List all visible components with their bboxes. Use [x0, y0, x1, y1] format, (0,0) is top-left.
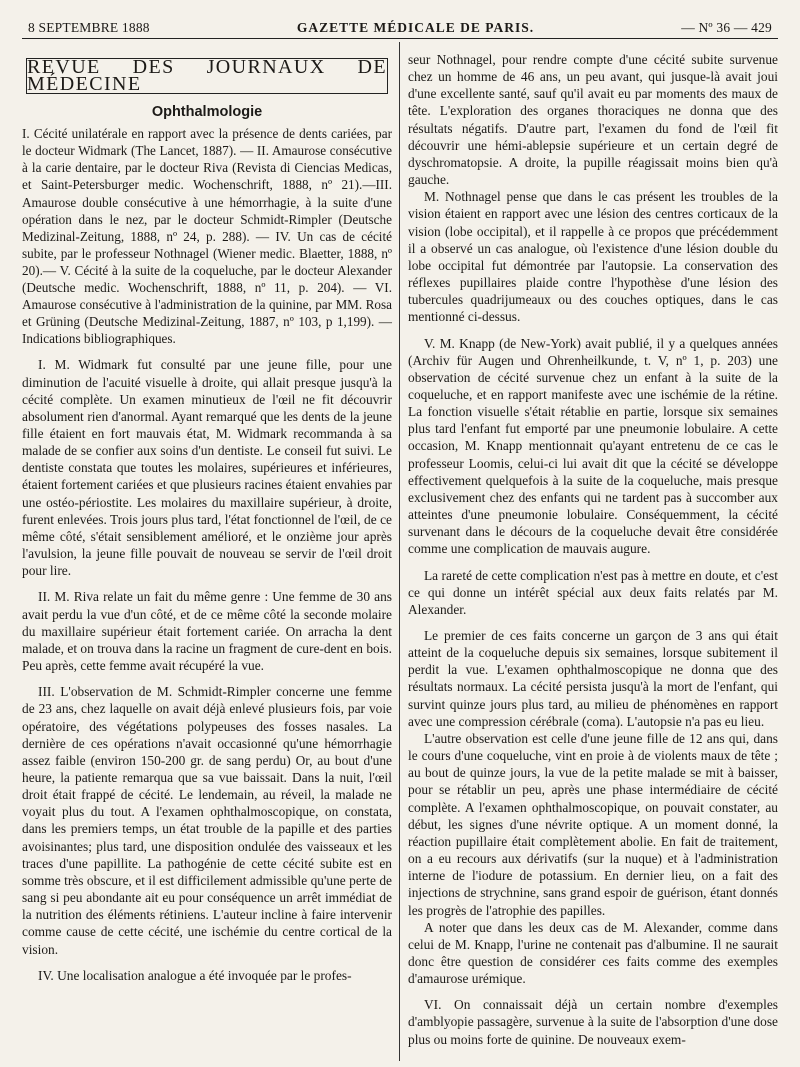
paragraph-schmidt-rimpler: III. L'observation de M. Schmidt-Rimpler concerne une femme de 23 ans, chez laquelle on avait déjà enlevé plusieurs fois, par voie opératoire, des végétations polypeuses des fosses nasales. La dernière de ces opérations n'avait occasionné qu'une hémorrhagie assez faible (environ 150-200 gr. de sang perdu) Or, au bout d'une heure, la patiente remarqua que sa vue baissait. Dans la nuit, l'œil droit était frappé de cécité. Le lendemain, au réveil, la malade ne voyait plus du tout. A l'examen ophthalmoscopique, on constata, dans les premiers temps, un état trouble de la papille et des parties avoisinantes; plus tard, une disposition ondulée des vaisseaux et les traces d'une papillite. La pathogénie de cette cécité subite est en somme très obscure, et il est difficilement admissible qu'une perte de sang si peu abondante ait eu pour conséquence un arrêt immédiat de la nutrition des éléments rétiniens. L'auteur incline à faire intervenir comme cause de cette cécité, une ischémie du centre cortical de la vision.: [22, 684, 392, 957]
paragraph-first-case: Le premier de ces faits concerne un garçon de 3 ans qui était atteint de la coqueluche depuis six semaines, lorsque subitement il perdit la vue. L'examen ophthalmoscopique ne donna que des résultats normaux. La cécité persista jusqu'à la mort de l'enfant, qui survint quinze jours plus tard, au milieu de phénomènes en rapport avec une compression cérébrale (coma). L'autopsie n'a pas eu lieu.: [408, 628, 778, 729]
paragraph-nothnagel-opinion: M. Nothnagel pense que dans le cas présent les troubles de la vision étaient en rapport avec une lésion des centres corticaux de la vision (lobe occipital), et il rappelle à ce propos que précédemment il a observé un cas analogue, où l'existence d'une lésion double du lobe occipital fut démontrée par l'autopsie. La conservation des réflexes pupillaires plaide contre l'hypothèse d'une lésion des tubercules quadrijumeaux ou des couches optiques, dans le cas mentionné ci-dessus.: [408, 189, 778, 325]
paragraph-riva: II. M. Riva relate un fait du même genre : Une femme de 30 ans avait perdu la vue d'un côté, et de ce même côté la seconde molaire du maxillaire supérieur était fortement cariée. On arracha la dent malade, et on trouva dans la racine un fragment de cure-dent en bois. Peu après, cette femme avait récupéré la vue.: [22, 589, 392, 674]
paragraph-urine-note: A noter que dans les deux cas de M. Alexander, comme dans celui de M. Knapp, l'urine ne contenait pas d'albumine. Il ne saurait donc être question de considérer ces faits comme des exemples d'amaurose urémique.: [408, 919, 778, 987]
issue-page-number: — Nº 36 — 429: [681, 20, 772, 35]
rubric-title: REVUE DES JOURNAUX DE MÉDECINE: [27, 55, 387, 95]
column-divider: [399, 42, 400, 1061]
paragraph-second-case: L'autre observation est celle d'une jeune fille de 12 ans qui, dans le cours d'une coqueluche, vint en proie à de violents maux de tête ; au bout de quinze jours, la vue de la petite malade se mit à baisser, pour se rétablir un peu, après une phase intermédiaire de cécité complète. A l'examen ophthalmoscopique, on pouvait constater, au début, les signes d'une névrite optique. A un moment donné, la réaction pupillaire était complètement abolie. En fait de traitement, on a eu recours aux dérivatifs (sur la nuque) et à l'administration interne de l'iodure de potassium. En dernier lieu, on a fait des injections de strychnine, sans grand espoir de guérison, étant donnés les progrès de l'atrophie des papilles.: [408, 730, 778, 918]
paragraph-nothnagel: seur Nothnagel, pour rendre compte d'une cécité subite survenue chez un homme de 46 ans, un peu avant, qui jusque-là avait joui d'une excellente santé, sauf qu'il avait eu par moments des maux de tête. L'exploration des organes thoraciques ne donna que des résultats négatifs. D'autre part, l'examen du fond de l'œil fit découvrir une hémi-ablepsie supérieure et un certain degré de dyschromatopsie. A droite, la pupille réagissait moins bien qu'à gauche.: [408, 52, 778, 188]
paragraph-rarity: La rareté de cette complication n'est pas à mettre en doute, et c'est ce qui donne un intérêt spécial aux deux faits relatés par M. Alexander.: [408, 567, 778, 617]
issue-date: 8 SEPTEMBRE 1888: [28, 20, 150, 35]
paragraph-widmark: I. M. Widmark fut consulté par une jeune fille, pour une diminution de l'acuité visuelle à droite, qui allait presque jusqu'à la cécité complète. Un examen minutieux de l'œil ne fit découvrir absolument rien d'anormal. Ayant remarqué que les dents de la jeune fille étaient en fort mauvais état, M. Widmark recommanda à sa malade de se confier aux soins d'un dentiste. Le conseil fut suivi. Le dentiste constata que toutes les molaires, supérieures et inférieures, étaient fortement cariées et que plusieurs racines étaient envahies par une ostéo-périostite. Les molaires du maxillaire supérieur, à droite, furent enlevées. Trois jours plus tard, l'état fonctionnel de l'œil, de ce même côté, s'était sensiblement amélioré, et le onzième jour après l'avulsion, la jeune fille pouvait de nouveau se servir de l'œil droit pour lire.: [22, 357, 392, 579]
right-column: [408, 51, 778, 1048]
paragraph-localisation: IV. Une localisation analogue a été invoquée par le profes-: [38, 967, 352, 983]
paragraph-quinine: VI. On connaissait déjà un certain nombre d'exemples d'amblyopie passagère, survenue à la suite de l'absorption d'une dose plus ou moins forte de quinine. De nouveaux exem-: [408, 997, 778, 1047]
article-summary: I. Cécité unilatérale en rapport avec la présence de dents cariées, par le docteur Widmark (The Lancet, 1887). — II. Amaurose consécutive à la carie dentaire, par le docteur Riva (Revista di Ciencias Medicas, et Saint-Petersburger medic. Wochenschrift, 1888, nº 21).—III. Amaurose double consécutive à une hémorrhagie, à la suite d'une opération dans le nez, par le docteur Schmidt-Rimpler (Deutsche Medizinal-Zeitung, 1888, nº 24, p. 288). — IV. Un cas de cécité subite, par le professeur Nothnagel (Wiener medic. Blaetter, 1888, nº 20).— V. Cécité à la suite de la coqueluche, par le docteur Alexander (Deutsche medic. Wochenschrift, 1888, nº 11, p. 204). — VI. Amaurose consécutive à l'administration de la quinine, par MM. Rosa et Grüning (Deutsche Medizinal-Zeitung, 1887, nº 103, p 1,199). — Indications bibliographiques.: [22, 126, 392, 347]
paragraph-knapp: V. M. Knapp (de New-York) avait publié, il y a quelques années (Archiv für Augen und Ohrenheilkunde, t. V, nº 1, p. 203) une observation de cécité survenue chez un enfant à la suite de la coqueluche, et en rapport manifeste avec une ischémie de la rétine. La fonction visuelle s'était rétablie en partie, lorsque six semaines plus tard l'enfant fut emporté par une pneumonie lobulaire. A cette occasion, M. Knapp mentionnait qu'ayant entretenu de ce cas le professeur Loomis, celui-ci lui avait dit que la cécité se développe effectivement quelquefois à la suite de la coqueluche, mais presque exclusivement chez des enfants qui ne tardent pas à succomber aux atteintes d'une pneumonie lobulaire. Conséquemment, la cécité survenant dans le décours de la coqueluche devait être considérée comme une complication de mauvais augure.: [408, 335, 778, 557]
header-rule: [22, 38, 778, 39]
rubric-box: [26, 55, 388, 95]
left-column: [22, 46, 392, 984]
journal-title: GAZETTE MÉDICALE DE PARIS.: [296, 20, 535, 35]
section-title: Ophthalmologie: [151, 104, 263, 120]
page-header: [28, 14, 772, 36]
